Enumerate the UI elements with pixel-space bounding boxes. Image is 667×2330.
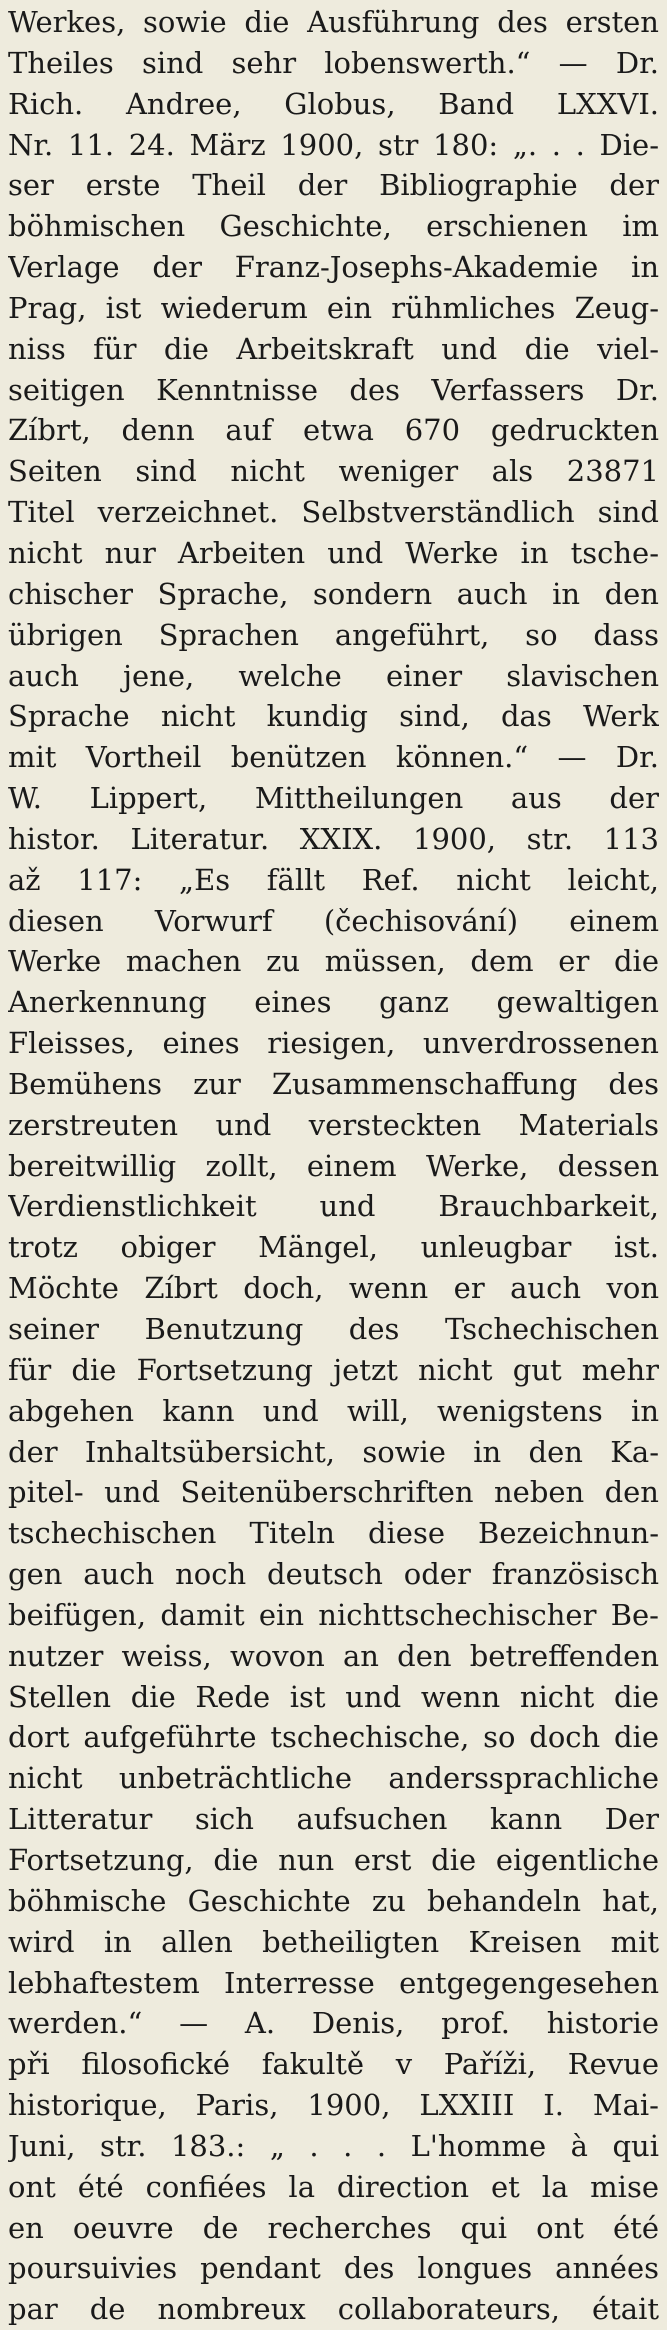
text-line: historique, Paris, 1900, LXXIII I. Mai- — [8, 2088, 659, 2123]
text-line: Rich. Andree, Globus, Band LXXVI. — [8, 86, 659, 121]
text-line: Theiles sind sehr lobenswerth.“ — Dr. — [8, 45, 659, 80]
text-line: Werke machen zu müssen, dem er die — [8, 944, 659, 979]
text-line: nicht nur Arbeiten und Werke in tsche- — [8, 535, 659, 570]
text-line: ont été confiées la direction et la mise — [8, 2169, 659, 2204]
text-line: chischer Sprache, sondern auch in den — [8, 576, 659, 611]
text-line: wird in allen betheiligten Kreisen mit — [8, 1924, 659, 1959]
text-line: nicht unbeträchtliche anderssprachliche — [8, 1761, 659, 1796]
text-line: Fleisses, eines riesigen, unverdrossenen — [8, 1026, 659, 1061]
text-line: trotz obiger Mängel, unleugbar ist. — [8, 1230, 659, 1265]
text-line: en oeuvre de recherches qui ont été — [8, 2210, 659, 2245]
text-line: ser erste Theil der Bibliographie der — [8, 168, 659, 203]
text-column — [8, 2, 659, 2330]
text-line: Verdienstlichkeit und Brauchbarkeit, — [8, 1189, 659, 1224]
text-line: seitigen Kenntnisse des Verfassers Dr. — [8, 372, 659, 407]
text-line: Litteratur sich aufsuchen kann Der — [8, 1802, 659, 1837]
text-line: böhmischen Geschichte, erschienen im — [8, 209, 659, 244]
text-line: Zíbrt, denn auf etwa 670 gedruckten — [8, 413, 659, 448]
text-line: Anerkennung eines ganz gewaltigen — [8, 985, 659, 1020]
text-line: mit Vortheil benützen können.“ — Dr. — [8, 740, 659, 775]
text-line: par de nombreux collaborateurs, était — [8, 2292, 659, 2327]
text-line: böhmische Geschichte zu behandeln hat, — [8, 1883, 659, 1918]
text-line: histor. Literatur. XXIX. 1900, str. 113 — [8, 821, 659, 856]
text-line: Werkes, sowie die Ausführung des ersten — [8, 5, 659, 39]
text-line: beifügen, damit ein nichttschechischer Be- — [8, 1597, 659, 1632]
text-line: tschechischen Titeln diese Bezeichnun- — [8, 1516, 659, 1551]
text-line: Titel verzeichnet. Selbstverständlich sind — [8, 495, 659, 530]
text-line: dort aufgeführte tschechische, so doch die — [8, 1720, 659, 1755]
text-line: zerstreuten und versteckten Materials — [8, 1107, 659, 1142]
text-line: Möchte Zíbrt doch, wenn er auch von — [8, 1271, 659, 1306]
text-line: Bemühens zur Zusammenschaffung des — [8, 1066, 659, 1101]
text-line: gen auch noch deutsch oder französisch — [8, 1557, 659, 1592]
text-line: W. Lippert, Mittheilungen aus der — [8, 781, 659, 816]
text-line: Fortsetzung, die nun erst die eigentliche — [8, 1842, 659, 1877]
text-line: der Inhaltsübersicht, sowie in den Ka- — [8, 1434, 659, 1469]
text-line: lebhaftestem Interresse entgegengesehen — [8, 1965, 659, 2000]
text-line: werden.“ — A. Denis, prof. historie — [8, 2006, 659, 2041]
text-line: až 117: „Es fällt Ref. nicht leicht, — [8, 862, 659, 897]
text-line: při filosofické fakultě v Paříži, Revue — [8, 2047, 659, 2082]
text-line: Nr. 11. 24. März 1900, str 180: „. . . Die- — [8, 127, 659, 162]
text-line: seiner Benutzung des Tschechischen — [8, 1312, 659, 1346]
text-line: abgehen kann und will, wenigstens in — [8, 1393, 659, 1428]
text-line: bereitwillig zollt, einem Werke, dessen — [8, 1148, 659, 1183]
text-line: diesen Vorwurf (čechisování) einem — [8, 903, 659, 938]
text-line: übrigen Sprachen angeführt, so dass — [8, 617, 659, 652]
text-line: poursuivies pendant des longues années — [8, 2251, 659, 2286]
text-line: Verlage der Franz-Josephs-Akademie in — [8, 250, 659, 285]
text-line: Stellen die Rede ist und wenn nicht die — [8, 1679, 659, 1714]
text-line: Sprache nicht kundig sind, das Werk — [8, 699, 659, 734]
text-line: nutzer weiss, wovon an den betreffenden — [8, 1638, 659, 1673]
text-line: niss für die Arbeitskraft und die viel- — [8, 331, 659, 366]
text-line: Prag, ist wiederum ein rühmliches Zeug- — [8, 290, 659, 325]
text-line: für die Fortsetzung jetzt nicht gut mehr — [8, 1352, 659, 1387]
text-line: Juni, str. 183.: „ . . . L'homme à qui — [8, 2128, 659, 2163]
text-line: auch jene, welche einer slavischen — [8, 658, 659, 693]
text-line: pitel- und Seitenüberschriften neben den — [8, 1475, 659, 1510]
text-line: Seiten sind nicht weniger als 23871 — [8, 454, 659, 489]
